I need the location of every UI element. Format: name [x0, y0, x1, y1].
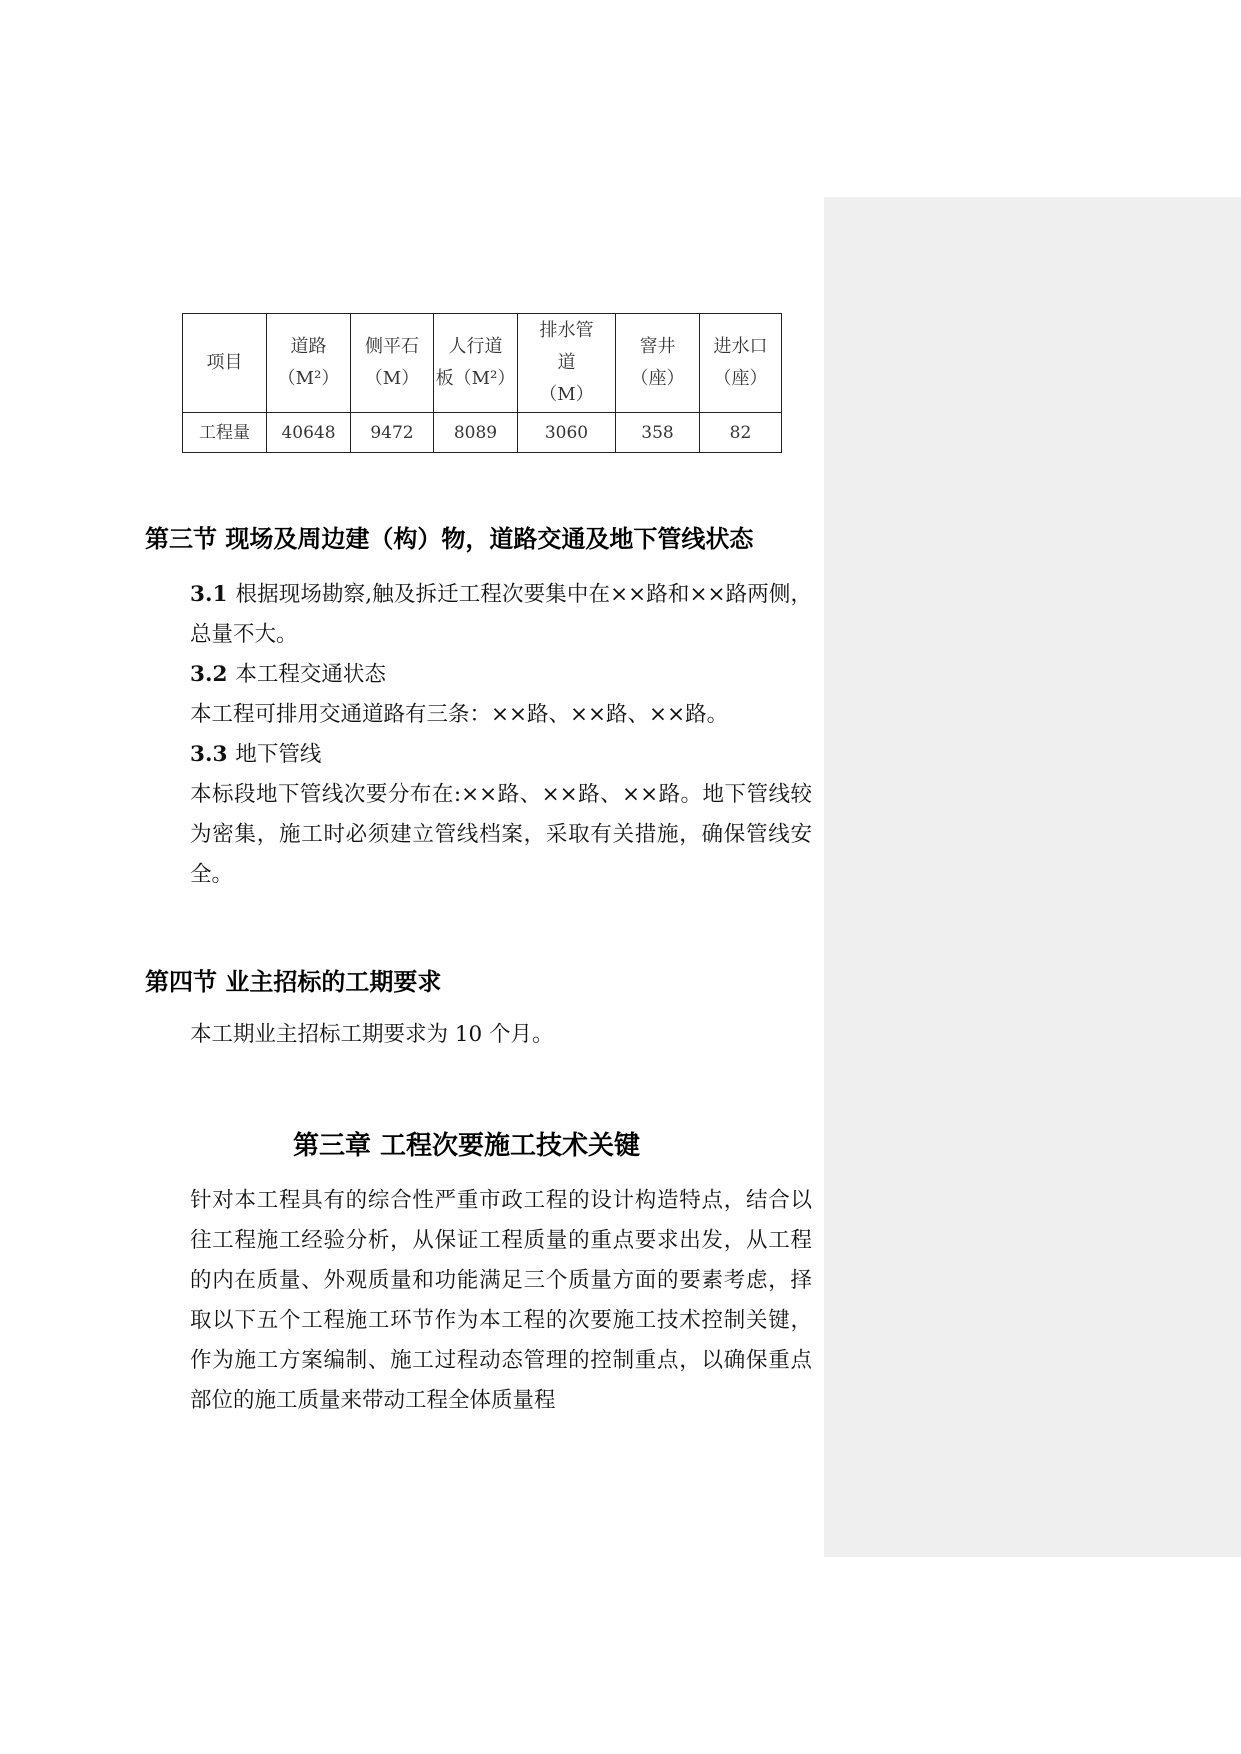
item-3-3-heading: [190, 735, 321, 775]
item-3-2-text: 本工程可排用交通道路有三条：××路、××路、××路。: [190, 702, 729, 727]
header-cell-inlet: 进水口 （座）: [700, 314, 782, 413]
header-cell-manhole: 窨井 （座）: [616, 314, 700, 413]
chapter-3-paragraph: 针对本工程具有的综合性严重市政工程的设计构造特点，结合以往工程施工经验分析，从保证工程质量的重点要求出发，从工程的内在质量、外观质量和功能满足三个质量方面的要素考虑，择取以下五个工程施工环节作为本工程的次要施工技术控制关键，作为施工方案编制、施工过程动态管理的控制重点，以确保重点部位的施工质量来带动工程全体质量程: [190, 1188, 812, 1413]
item-text: 根据现场勘察,触及拆迁工程次要集中在××路和××路两侧，总量不大。: [190, 582, 812, 647]
header-cell-sidewalk: 人行道 板（M²）: [434, 314, 518, 413]
header-cell-road: 道路 （M²）: [267, 314, 351, 413]
item-heading-text: 本工程交通状态: [235, 662, 386, 687]
item-number: 3.1: [190, 582, 228, 607]
comment-margin-panel: [824, 197, 1241, 1557]
header-cell-curb: 侧平石 （M）: [351, 314, 434, 413]
item-3-3-text: 本标段地下管线次要分布在:××路、××路、××路。地下管线较为密集，施工时必须建立管线档案，采取有关措施，确保管线安全。: [190, 782, 812, 887]
section-4-text: 本工期业主招标工期要求为 10 个月。: [190, 1022, 554, 1047]
item-heading-text: 地下管线: [235, 742, 322, 767]
table-cell: 82: [700, 413, 782, 453]
item-3-1: [190, 575, 812, 655]
header-cell-item: 项目: [183, 314, 267, 413]
table-cell: 工程量: [183, 413, 267, 453]
table-cell: 40648: [267, 413, 351, 453]
item-number: 3.3: [190, 742, 228, 767]
table-cell: 358: [616, 413, 700, 453]
table-header-row: [183, 314, 782, 413]
section-3-title: 第三节 现场及周边建（构）物，道路交通及地下管线状态: [145, 525, 754, 553]
table-row: [183, 413, 782, 453]
chapter-3-title: 第三章 工程次要施工技术关键: [293, 1131, 641, 1161]
quantity-table: [182, 313, 782, 453]
table-cell: 9472: [351, 413, 434, 453]
item-3-2-heading: [190, 655, 386, 695]
item-number: 3.2: [190, 662, 228, 687]
section-4-title: 第四节 业主招标的工期要求: [145, 968, 442, 996]
table-cell: 3060: [518, 413, 616, 453]
header-cell-drainage: 排水管 道 （M）: [518, 314, 616, 413]
table-cell: 8089: [434, 413, 518, 453]
